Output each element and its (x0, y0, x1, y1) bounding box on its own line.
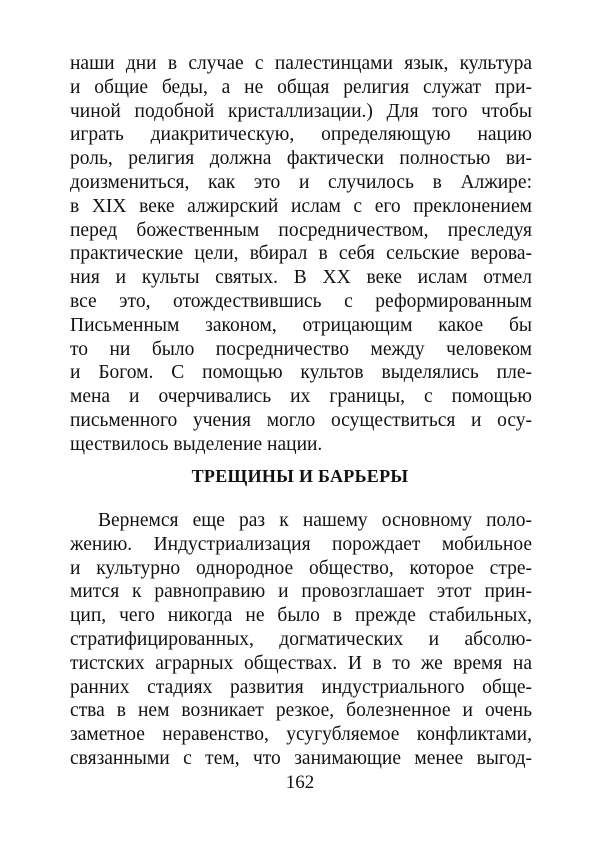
text-line: в XIX веке алжирский ислам с его преклонением (70, 195, 532, 217)
text-line: Вернемся еще раз к нашему основному поло- (98, 510, 532, 531)
text-line: практические цели, вбирал в себя сельские верова- (70, 243, 532, 265)
text-line: тистских аграрных обществах. И в то же время на (70, 652, 532, 674)
text-line: и общие беды, а не общая религия служат при- (70, 76, 532, 98)
text-line: стратифицированных, догматических и абсолю- (70, 628, 532, 650)
text-line: ства в нем возникает резкое, болезненное и очень (70, 700, 532, 722)
text-line: связанными с тем, что занимающие менее выгод- (70, 747, 532, 769)
text-line: заметное неравенство, усугубляемое конфликтами, (70, 724, 532, 746)
text-line: мена и очерчивались их границы, с помощью (70, 386, 532, 408)
text-line: ранних стадиях развития индустриального обще- (70, 676, 532, 698)
text-line: и культурно однородное общество, которое стре- (70, 557, 532, 579)
text-line: жению. Индустриализация порождает мобильное (70, 533, 532, 555)
section-heading: ТРЕЩИНЫ И БАРЬЕРЫ (191, 466, 409, 486)
paragraph-continued (70, 52, 532, 457)
text-line: мится к равноправию и провозглашает этот прин- (70, 581, 532, 603)
text-line: чиной подобной кристаллизации.) Для того чтобы (70, 100, 532, 122)
page-number: 162 (285, 772, 315, 793)
text-line: наши дни в случае с палестинцами язык, культура (70, 53, 532, 74)
text-line: роль, религия должна фактически полностью ви- (70, 148, 532, 170)
text-line: доизмениться, как это и случилось в Алжире: (70, 171, 532, 193)
text-line: письменного учения могло осуществиться и осу- (70, 409, 532, 431)
text-line: играть диакритическую, определяющую нацию (70, 124, 532, 146)
paragraph-next (70, 509, 532, 771)
text-line: Письменным законом, отрицающим какое бы (70, 314, 532, 336)
text-line: цип, чего никогда не было в прежде стабильных, (70, 605, 532, 627)
text-line: ществилось выделение нации. (70, 433, 323, 455)
text-line: ния и культы святых. В XX веке ислам отмел (70, 267, 532, 289)
text-line: все это, отождествившись с реформированным (70, 290, 532, 312)
text-line: и Богом. С помощью культов выделялись пле- (70, 362, 532, 384)
text-line: перед божественным посредничеством, преследуя (70, 219, 532, 241)
text-line: то ни было посредничество между человеком (70, 338, 532, 360)
